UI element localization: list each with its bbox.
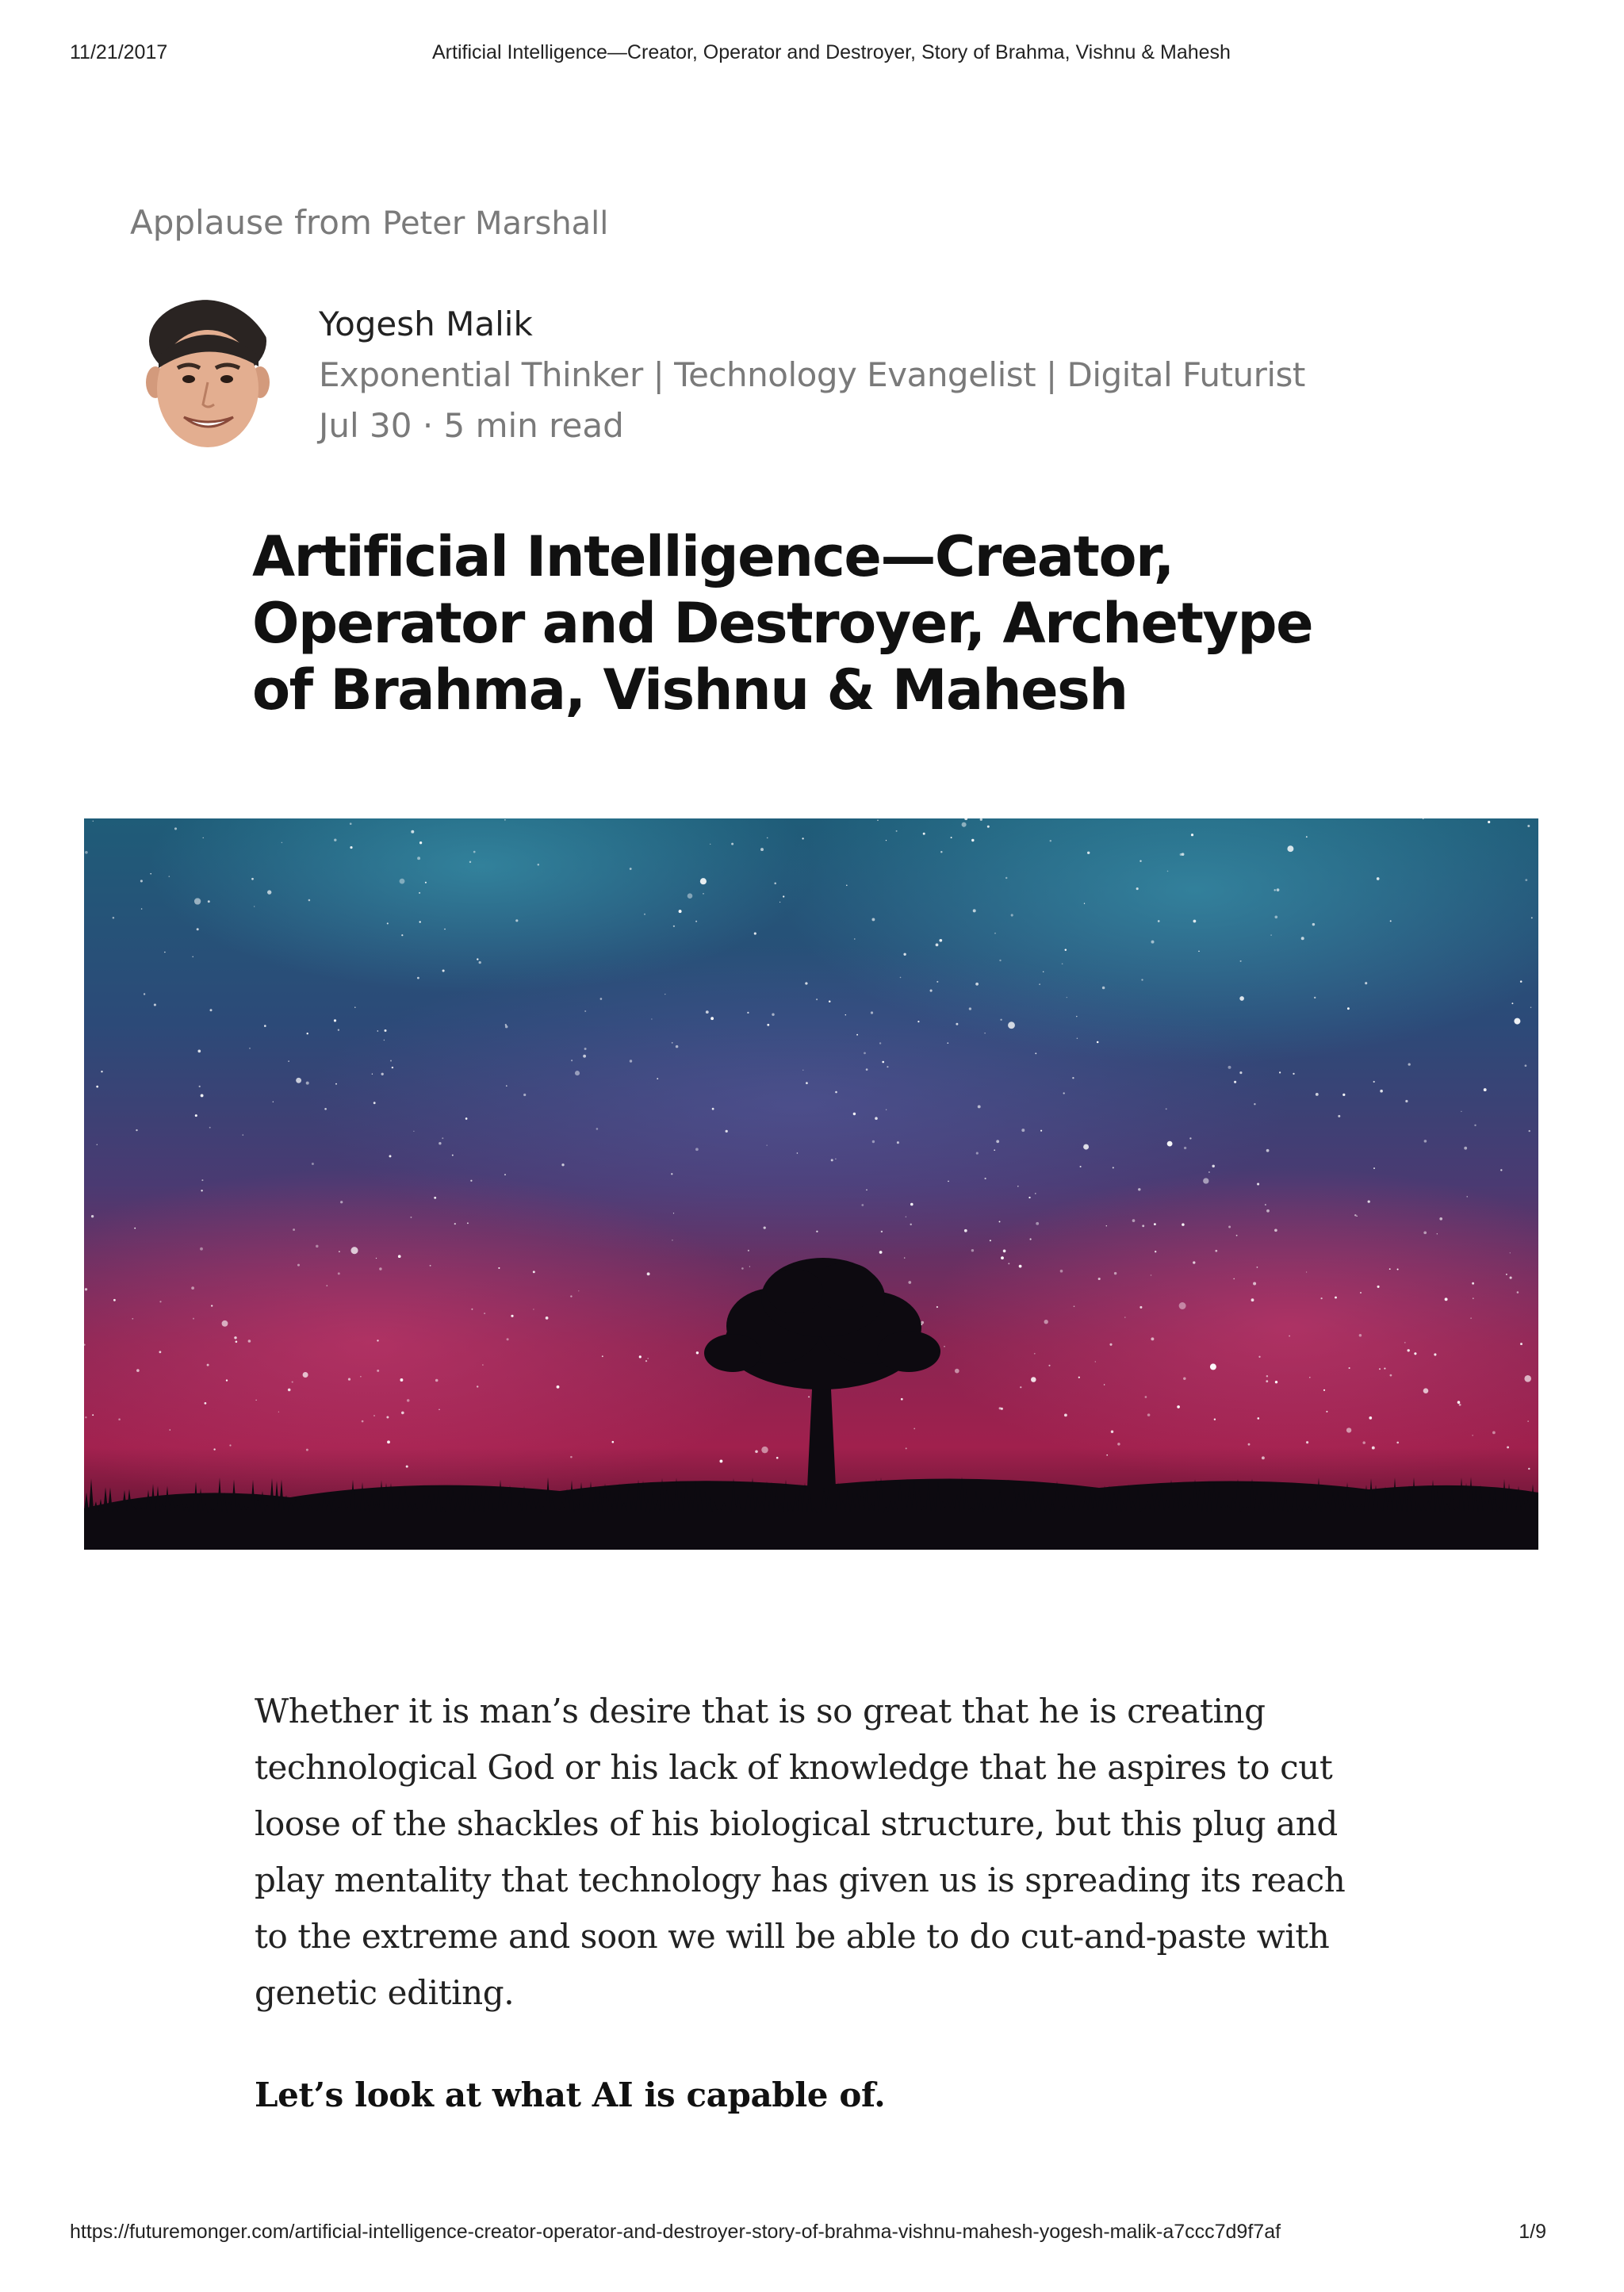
applause-line	[130, 203, 608, 242]
author-portrait-icon	[132, 300, 276, 450]
author-name-link[interactable]: Yogesh Malik	[319, 305, 533, 343]
starry-sky-tree-illustration	[84, 818, 1538, 1550]
author-bio: Exponential Thinker | Technology Evangelist | Digital Futurist	[319, 355, 1305, 394]
applause-user-link[interactable]: Peter Marshall	[382, 205, 609, 242]
article-subheading: Let’s look at what AI is capable of.	[255, 2075, 886, 2114]
author-avatar[interactable]	[132, 300, 276, 450]
print-page-title: Artificial Intelligence—Creator, Operator and Destroyer, Story of Brahma, Vishnu & Mahesh	[432, 41, 1231, 63]
applause-prefix: Applause from	[130, 203, 383, 242]
article-paragraph: Whether it is man’s desire that is so great that he is creating technological God or his lack of knowledge that he aspires to cut loose of the shackles of his biological structure, but this plug and play mentality that technology has given us is spreading its reach to the extreme and soon we will be able to do cut-and-paste with genetic editing.	[255, 1692, 1346, 2012]
post-date-readtime: Jul 30 · 5 min read	[319, 406, 624, 445]
print-page-number: 1/9	[1519, 2221, 1546, 2243]
article-title: Artificial Intelligence—Creator, Operator and Destroyer, Archetype of Brahma, Vishnu & Mahesh	[252, 524, 1313, 722]
print-url: https://futuremonger.com/artificial-intelligence-creator-operator-and-destroyer-story-of-brahma-vishnu-mahesh-yogesh-malik-a7ccc7d9f7af	[70, 2221, 1281, 2243]
hero-image	[84, 818, 1538, 1550]
print-date: 11/21/2017	[70, 41, 168, 63]
